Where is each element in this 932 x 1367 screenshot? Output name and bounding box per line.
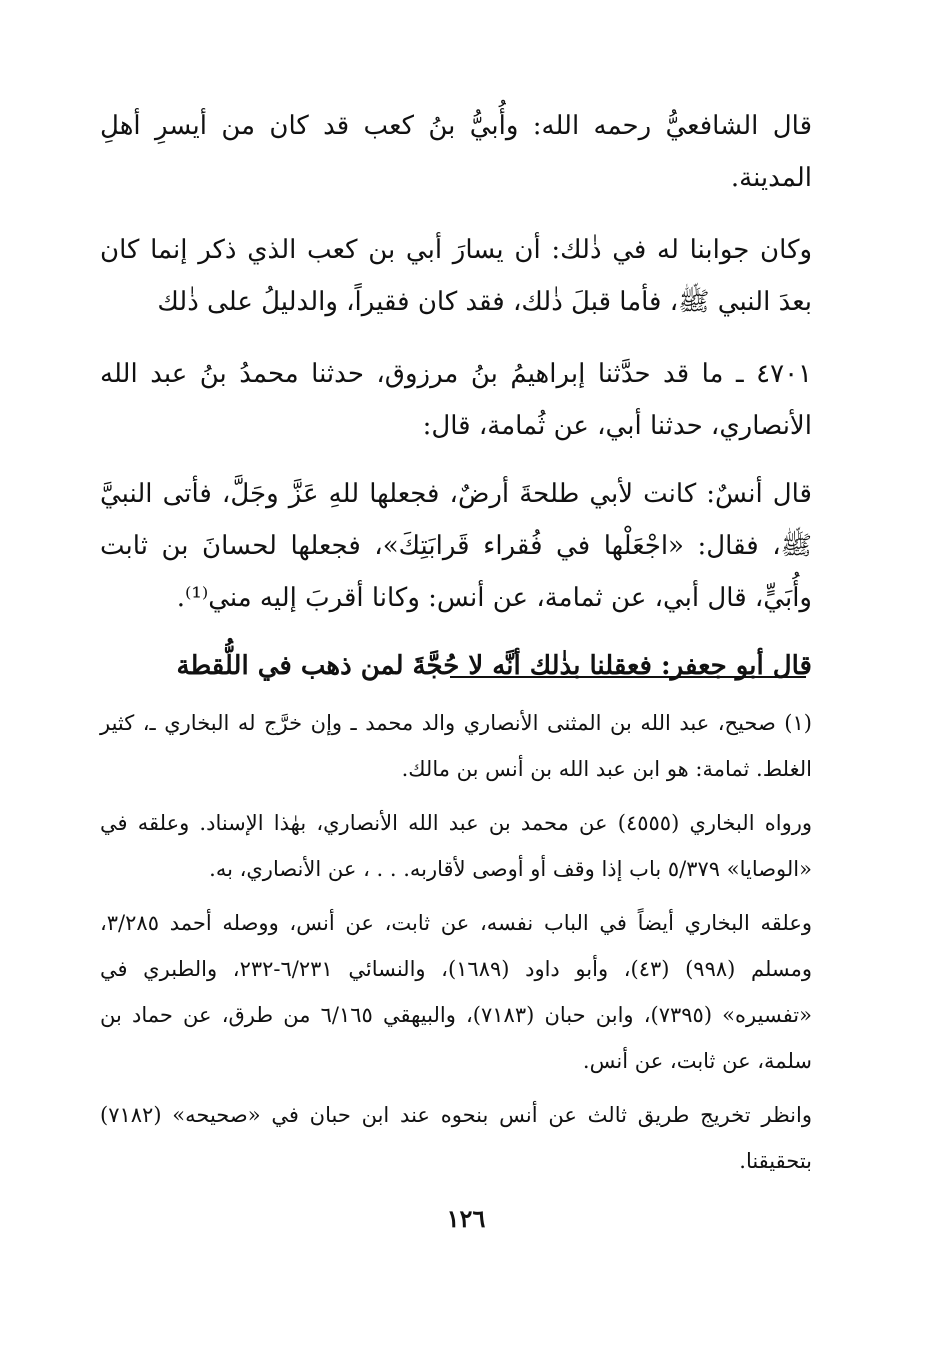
paragraph-hadith-chain: ٤٧٠١ ـ ما قد حدَّثنا إبراهيمُ بنُ مرزوق، حدثنا محمدُ بنُ عبد الله الأنصاري، حدثنا أبي، عن ثُمامة، قال: — [100, 359, 812, 441]
footnote-separator — [450, 676, 806, 678]
footnote-ibn-hibban: وانظر تخريج طريق ثالث عن أنس بنحوه عند ابن حبان في «صحيحه» (٧١٨٢) بتحقيقنا. — [100, 1103, 812, 1173]
paragraph-shafii-quote: قال الشافعيُّ رحمه الله: وأُبيُّ بنُ كعب قد كان من أيسرِ أهلِ المدينة. — [100, 111, 812, 193]
paragraph-abu-jafar: قال أبو جعفر: فعقلنا بذٰلك أنَّه لا حُجَّةَ لمن ذهب في اللُّقطة — [176, 651, 812, 681]
footnote-other-sources: وعلقه البخاري أيضاً في الباب نفسه، عن ثابت، عن أنس، ووصله أحمد ٣/٢٨٥، ومسلم (٩٩٨) (٤٣)، وأبو داود (١٦٨٩)، والنسائي ٦/٢٣١-٢٣٢، والطبري في «تفسيره» (٧٣٩٥)، وابن حبان (٧١٨٣)، والبيهقي ٦/١٦٥ من طرق، عن حماد بن سلمة، عن ثابت، عن أنس. — [100, 911, 813, 1073]
main-text — [100, 100, 812, 712]
footnotes — [100, 700, 812, 1192]
footnote-1: (١) صحيح، عبد الله بن المثنى الأنصاري والد محمد ـ وإن خرَّج له البخاري ـ، كثير الغلط. ثمامة: هو ابن عبد الله بن أنس بن مالك. — [100, 711, 812, 781]
paragraph-anas-narration: قال أنسٌ: كانت لأبي طلحةَ أرضٌ، فجعلها للهِ عَزَّ وجَلَّ، فأتى النبيَّ ﷺ، فقال: «اجْعَلْها في فُقراء قَرابَتِكَ»، فجعلها لحسانَ بن ثابت وأُبَيٍّ، قال أبي، عن ثمامة، عن أنس: وكانا أقربَ إليه مني⁽¹⁾. — [100, 479, 812, 613]
paragraph-reply: وكان جوابنا له في ذٰلك: أن يسارَ أبي بن كعب الذي ذكر إنما كان بعدَ النبي ﷺ، فأما قبلَ ذٰلك، فقد كان فقيراً، والدليلُ على ذٰلك — [100, 235, 812, 317]
footnote-bukhari: ورواه البخاري (٤٥٥٥) عن محمد بن عبد الله الأنصاري، بهٰذا الإسناد. وعلقه في «الوصايا» ٥/٣٧٩ باب إذا وقف أو أوصى لأقاربه. . . ، عن الأنصاري، به. — [100, 811, 812, 881]
page-number: ١٢٦ — [446, 1204, 486, 1233]
